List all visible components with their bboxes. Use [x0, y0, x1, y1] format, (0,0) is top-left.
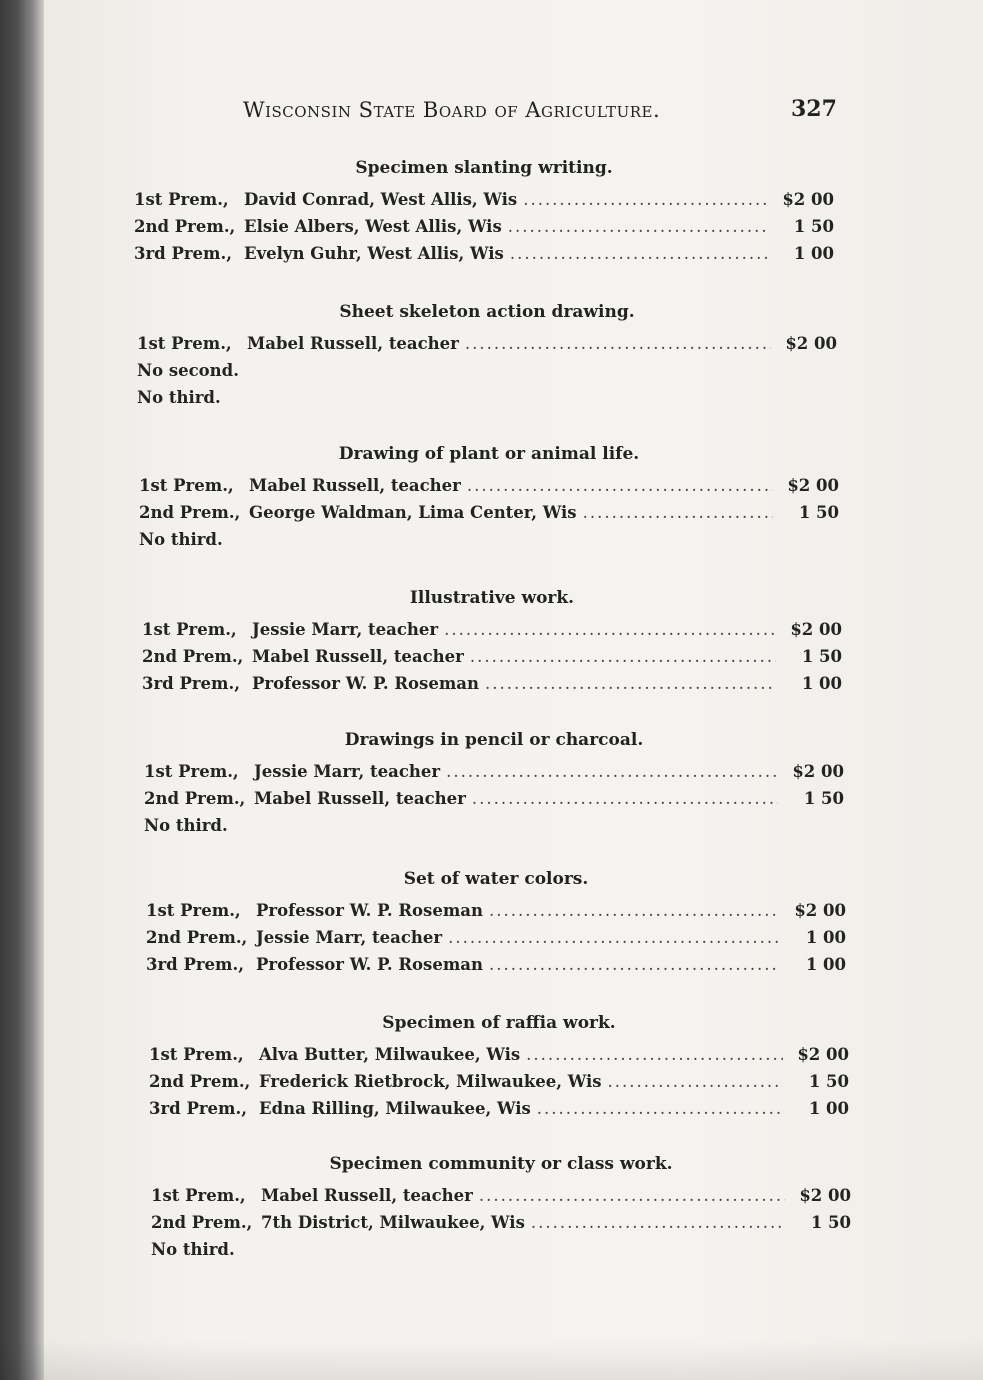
section-raffia-work	[149, 1013, 849, 1126]
premium-rank: 1st Prem.,	[134, 190, 229, 209]
dot-leader	[465, 334, 771, 353]
no-premium-note: No third.	[144, 816, 228, 835]
premium-entry	[146, 955, 846, 982]
premium-entry	[139, 503, 839, 530]
premium-winner: George Waldman, Lima Center, Wis	[249, 503, 577, 522]
dot-leader	[446, 762, 778, 781]
premium-entry	[142, 674, 842, 701]
running-title: Wisconsin State Board of Agriculture.	[243, 98, 661, 122]
premium-amount: 1 00	[805, 928, 846, 947]
page-header	[243, 96, 843, 132]
premium-rank: 2nd Prem.,	[149, 1072, 251, 1091]
premium-winner: Frederick Rietbrock, Milwaukee, Wis	[259, 1072, 602, 1091]
section-heading: Set of water colors.	[403, 869, 589, 889]
premium-rank: 1st Prem.,	[151, 1186, 246, 1205]
premium-entry	[149, 1072, 849, 1099]
premium-rank: 2nd Prem.,	[146, 928, 248, 947]
premium-entry	[144, 789, 844, 816]
premium-entry	[146, 901, 846, 928]
premium-rank: 1st Prem.,	[149, 1045, 244, 1064]
premium-winner: Professor W. P. Roseman	[252, 674, 479, 693]
section-heading: Drawing of plant or animal life.	[338, 444, 640, 464]
section-heading: Specimen of raffia work.	[382, 1013, 616, 1033]
premium-rank: 3rd Prem.,	[142, 674, 241, 693]
section-heading: Specimen community or class work.	[329, 1154, 673, 1174]
section-heading: Sheet skeleton action drawing.	[339, 302, 635, 322]
premium-winner: Professor W. P. Roseman	[256, 955, 483, 974]
premium-amount: 1 50	[808, 1072, 849, 1091]
no-premium-note: No third.	[137, 388, 221, 407]
section-heading: Drawings in pencil or charcoal.	[344, 730, 644, 750]
premium-entry	[134, 190, 834, 217]
dot-leader	[537, 1099, 783, 1118]
dot-leader	[526, 1045, 783, 1064]
premium-winner: Elsie Albers, West Allis, Wis	[244, 217, 502, 236]
premium-amount: $2 00	[792, 762, 844, 781]
premium-amount: 1 00	[805, 955, 846, 974]
premium-winner: Evelyn Guhr, West Allis, Wis	[244, 244, 504, 263]
section-community-class-work	[151, 1154, 851, 1267]
dot-leader	[489, 955, 780, 974]
section-illustrative-work	[142, 588, 842, 701]
premium-amount: $2 00	[797, 1045, 849, 1064]
premium-rank: 2nd Prem.,	[134, 217, 236, 236]
dot-leader	[508, 217, 768, 236]
premium-rank: 1st Prem.,	[146, 901, 241, 920]
premium-amount: $2 00	[785, 334, 837, 353]
premium-entry	[137, 334, 837, 361]
dot-leader	[583, 503, 773, 522]
section-skeleton-drawing	[137, 302, 837, 415]
dot-leader	[510, 244, 768, 263]
dot-leader	[608, 1072, 783, 1091]
dot-leader	[523, 190, 768, 209]
section-heading: Specimen slanting writing.	[355, 158, 613, 178]
premium-winner: Mabel Russell, teacher	[261, 1186, 473, 1205]
premium-rank: 2nd Prem.,	[151, 1213, 253, 1232]
premium-rank: 1st Prem.,	[142, 620, 237, 639]
premium-amount: 1 00	[808, 1099, 849, 1118]
premium-rank: 2nd Prem.,	[144, 789, 246, 808]
premium-winner: Professor W. P. Roseman	[256, 901, 483, 920]
dot-leader	[531, 1213, 785, 1232]
dot-leader	[470, 647, 776, 666]
premium-winner: Mabel Russell, teacher	[252, 647, 464, 666]
premium-winner: Mabel Russell, teacher	[254, 789, 466, 808]
section-plant-animal-drawing	[139, 444, 839, 557]
premium-winner: David Conrad, West Allis, Wis	[244, 190, 518, 209]
page-number: 327	[791, 96, 837, 122]
no-premium-note: No second.	[137, 361, 239, 380]
premium-rank: 1st Prem.,	[137, 334, 232, 353]
premium-rank: 2nd Prem.,	[142, 647, 244, 666]
section-heading: Illustrative work.	[409, 588, 575, 608]
dot-leader	[472, 789, 778, 808]
premium-amount: $2 00	[787, 476, 839, 495]
dot-leader	[444, 620, 776, 639]
premium-entry	[151, 1213, 851, 1240]
section-pencil-charcoal	[144, 730, 844, 843]
premium-entry	[134, 244, 834, 271]
premium-entry	[149, 1099, 849, 1126]
premium-winner: 7th District, Milwaukee, Wis	[261, 1213, 525, 1232]
dot-leader	[448, 928, 780, 947]
premium-winner: Edna Rilling, Milwaukee, Wis	[259, 1099, 531, 1118]
premium-amount: 1 00	[793, 244, 834, 263]
premium-amount: $2 00	[790, 620, 842, 639]
premium-amount: $2 00	[799, 1186, 851, 1205]
premium-entry	[144, 762, 844, 789]
premium-winner: Jessie Marr, teacher	[254, 762, 441, 781]
premium-winner: Mabel Russell, teacher	[249, 476, 461, 495]
book-spine-shadow	[0, 0, 44, 1380]
no-premium-note: No third.	[139, 530, 223, 549]
premium-amount: 1 50	[810, 1213, 851, 1232]
premium-amount: 1 50	[801, 647, 842, 666]
premium-rank: 3rd Prem.,	[146, 955, 245, 974]
premium-rank: 1st Prem.,	[144, 762, 239, 781]
premium-amount: 1 50	[798, 503, 839, 522]
premium-winner: Alva Butter, Milwaukee, Wis	[259, 1045, 521, 1064]
premium-amount: 1 50	[793, 217, 834, 236]
section-water-colors	[146, 869, 846, 982]
premium-entry	[142, 647, 842, 674]
premium-amount: 1 00	[801, 674, 842, 693]
premium-winner: Mabel Russell, teacher	[247, 334, 459, 353]
premium-rank: 2nd Prem.,	[139, 503, 241, 522]
premium-amount: $2 00	[782, 190, 834, 209]
premium-amount: $2 00	[794, 901, 846, 920]
dot-leader	[467, 476, 773, 495]
premium-entry	[142, 620, 842, 647]
dot-leader	[489, 901, 780, 920]
premium-entry	[149, 1045, 849, 1072]
premium-amount: 1 50	[803, 789, 844, 808]
premium-rank: 3rd Prem.,	[134, 244, 233, 263]
premium-winner: Jessie Marr, teacher	[252, 620, 439, 639]
premium-entry	[134, 217, 834, 244]
section-slanting-writing	[134, 158, 834, 271]
page-bottom-shadow	[0, 1340, 983, 1380]
premium-entry	[139, 476, 839, 503]
premium-winner: Jessie Marr, teacher	[256, 928, 443, 947]
dot-leader	[485, 674, 776, 693]
dot-leader	[479, 1186, 785, 1205]
premium-rank: 3rd Prem.,	[149, 1099, 248, 1118]
premium-entry	[151, 1186, 851, 1213]
no-premium-note: No third.	[151, 1240, 235, 1259]
premium-entry	[146, 928, 846, 955]
premium-rank: 1st Prem.,	[139, 476, 234, 495]
